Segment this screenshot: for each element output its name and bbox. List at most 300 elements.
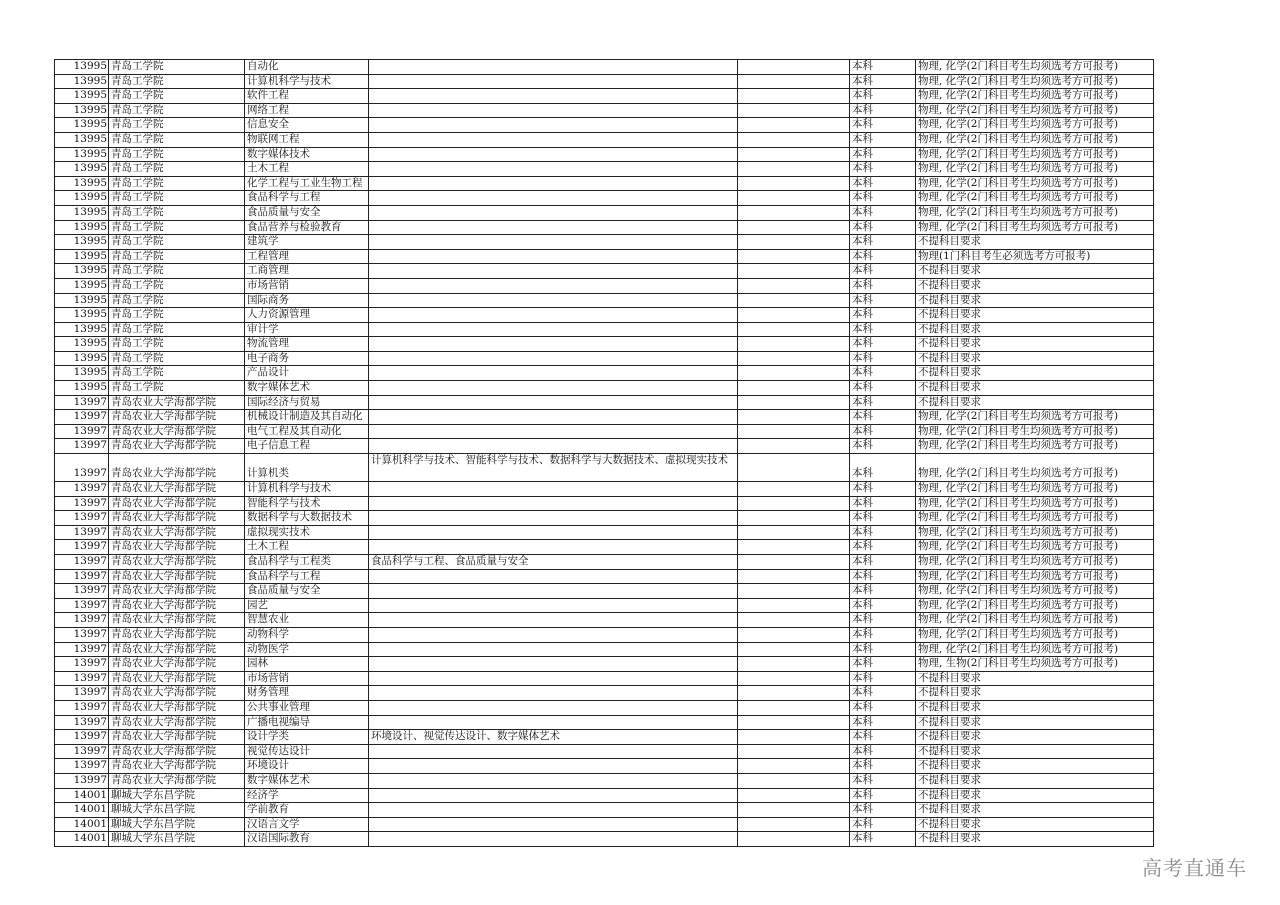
school-code-cell: 13995 <box>55 322 109 337</box>
school-code-cell: 13997 <box>55 759 109 774</box>
subject-requirement-cell: 物理, 化学(2门科目考生均须选考方可报考) <box>916 584 1154 599</box>
table-row <box>55 657 1154 672</box>
major-group-cell <box>369 584 738 599</box>
subject-requirement-cell: 不提科目要求 <box>916 686 1154 701</box>
subject-requirement-cell: 不提科目要求 <box>916 832 1154 847</box>
major-name-cell: 环境设计 <box>245 759 369 774</box>
degree-level-cell: 本科 <box>850 118 916 133</box>
school-name-cell: 青岛农业大学海都学院 <box>109 613 245 628</box>
school-code-cell: 13995 <box>55 381 109 396</box>
major-name-cell: 人力资源管理 <box>245 308 369 323</box>
subject-requirement-cell: 不提科目要求 <box>916 337 1154 352</box>
table-row <box>55 351 1154 366</box>
subject-requirement-cell: 物理, 化学(2门科目考生均须选考方可报考) <box>916 103 1154 118</box>
major-name-cell: 汉语言文学 <box>245 817 369 832</box>
subject-requirement-cell: 物理, 化学(2门科目考生均须选考方可报考) <box>916 511 1154 526</box>
degree-level-cell: 本科 <box>850 454 916 482</box>
table-row <box>55 773 1154 788</box>
school-code-cell: 13997 <box>55 395 109 410</box>
major-group-cell <box>369 278 738 293</box>
watermark-text: 高考直通车 <box>1142 856 1247 880</box>
school-code-cell: 13997 <box>55 598 109 613</box>
major-group-cell <box>369 410 738 425</box>
degree-level-cell: 本科 <box>850 744 916 759</box>
major-group-cell <box>369 337 738 352</box>
school-name-cell: 青岛农业大学海都学院 <box>109 395 245 410</box>
major-group-cell <box>369 540 738 555</box>
table-row <box>55 642 1154 657</box>
major-name-cell: 数字媒体艺术 <box>245 773 369 788</box>
major-group-cell <box>369 132 738 147</box>
major-name-cell: 建筑学 <box>245 235 369 250</box>
degree-level-cell: 本科 <box>850 671 916 686</box>
table-row <box>55 525 1154 540</box>
major-group-cell <box>369 439 738 454</box>
subject-requirement-cell: 物理, 化学(2门科目考生均须选考方可报考) <box>916 220 1154 235</box>
degree-level-cell: 本科 <box>850 293 916 308</box>
table-row <box>55 788 1154 803</box>
school-name-cell: 青岛工学院 <box>109 351 245 366</box>
school-code-cell: 13995 <box>55 132 109 147</box>
table-row <box>55 598 1154 613</box>
degree-level-cell: 本科 <box>850 264 916 279</box>
major-name-cell: 学前教育 <box>245 803 369 818</box>
school-name-cell: 青岛农业大学海都学院 <box>109 598 245 613</box>
subject-requirement-cell: 物理, 化学(2门科目考生均须选考方可报考) <box>916 627 1154 642</box>
table-row <box>55 730 1154 745</box>
table-row <box>55 803 1154 818</box>
school-code-cell: 14001 <box>55 803 109 818</box>
major-group-cell <box>369 803 738 818</box>
major-name-cell: 园林 <box>245 657 369 672</box>
degree-level-cell: 本科 <box>850 569 916 584</box>
major-group-cell <box>369 103 738 118</box>
table-row <box>55 671 1154 686</box>
subject-requirement-cell: 物理, 化学(2门科目考生均须选考方可报考) <box>916 132 1154 147</box>
blank-cell <box>738 410 850 425</box>
school-name-cell: 青岛工学院 <box>109 176 245 191</box>
degree-level-cell: 本科 <box>850 832 916 847</box>
table-row <box>55 176 1154 191</box>
blank-cell <box>738 395 850 410</box>
degree-level-cell: 本科 <box>850 395 916 410</box>
degree-level-cell: 本科 <box>850 89 916 104</box>
blank-cell <box>738 60 850 75</box>
school-name-cell: 青岛农业大学海都学院 <box>109 730 245 745</box>
blank-cell <box>738 118 850 133</box>
table-row <box>55 118 1154 133</box>
major-name-cell: 智慧农业 <box>245 613 369 628</box>
school-name-cell: 青岛农业大学海都学院 <box>109 482 245 497</box>
table-row <box>55 482 1154 497</box>
blank-cell <box>738 147 850 162</box>
major-group-cell <box>369 525 738 540</box>
major-group-cell <box>369 773 738 788</box>
degree-level-cell: 本科 <box>850 220 916 235</box>
school-code-cell: 13997 <box>55 744 109 759</box>
school-name-cell: 青岛农业大学海都学院 <box>109 496 245 511</box>
school-name-cell: 青岛农业大学海都学院 <box>109 715 245 730</box>
school-name-cell: 青岛工学院 <box>109 366 245 381</box>
degree-level-cell: 本科 <box>850 525 916 540</box>
blank-cell <box>738 351 850 366</box>
blank-cell <box>738 584 850 599</box>
school-code-cell: 13995 <box>55 293 109 308</box>
subject-requirement-cell: 物理, 化学(2门科目考生均须选考方可报考) <box>916 60 1154 75</box>
major-group-cell <box>369 657 738 672</box>
school-name-cell: 青岛农业大学海都学院 <box>109 525 245 540</box>
degree-level-cell: 本科 <box>850 817 916 832</box>
major-group-cell <box>369 642 738 657</box>
subject-requirement-cell: 不提科目要求 <box>916 278 1154 293</box>
subject-requirement-cell: 物理, 化学(2门科目考生均须选考方可报考) <box>916 482 1154 497</box>
major-group-cell <box>369 759 738 774</box>
subject-requirement-cell: 不提科目要求 <box>916 671 1154 686</box>
table-row <box>55 147 1154 162</box>
subject-requirement-cell: 物理, 化学(2门科目考生均须选考方可报考) <box>916 496 1154 511</box>
major-group-cell <box>369 264 738 279</box>
degree-level-cell: 本科 <box>850 439 916 454</box>
major-group-cell <box>369 220 738 235</box>
subject-requirement-cell: 物理(1门科目考生必须选考方可报考) <box>916 249 1154 264</box>
school-code-cell: 13997 <box>55 525 109 540</box>
major-group-cell <box>369 191 738 206</box>
blank-cell <box>738 540 850 555</box>
school-code-cell: 14001 <box>55 832 109 847</box>
blank-cell <box>738 162 850 177</box>
school-code-cell: 13995 <box>55 249 109 264</box>
blank-cell <box>738 482 850 497</box>
major-group-cell <box>369 832 738 847</box>
degree-level-cell: 本科 <box>850 249 916 264</box>
table-row <box>55 191 1154 206</box>
blank-cell <box>738 191 850 206</box>
major-group-cell <box>369 424 738 439</box>
blank-cell <box>738 293 850 308</box>
school-name-cell: 青岛工学院 <box>109 337 245 352</box>
degree-level-cell: 本科 <box>850 351 916 366</box>
school-code-cell: 13995 <box>55 308 109 323</box>
school-name-cell: 青岛工学院 <box>109 308 245 323</box>
school-name-cell: 青岛工学院 <box>109 205 245 220</box>
blank-cell <box>738 205 850 220</box>
major-name-cell: 电气工程及其自动化 <box>245 424 369 439</box>
major-group-cell: 计算机科学与技术、智能科学与技术、数据科学与大数据技术、虚拟现实技术 <box>369 454 738 482</box>
table-row <box>55 627 1154 642</box>
table-row <box>55 381 1154 396</box>
major-name-cell: 设计学类 <box>245 730 369 745</box>
major-group-cell <box>369 627 738 642</box>
major-name-cell: 网络工程 <box>245 103 369 118</box>
blank-cell <box>738 613 850 628</box>
school-code-cell: 13995 <box>55 337 109 352</box>
major-name-cell: 视觉传达设计 <box>245 744 369 759</box>
major-group-cell <box>369 351 738 366</box>
school-code-cell: 13997 <box>55 410 109 425</box>
blank-cell <box>738 220 850 235</box>
blank-cell <box>738 803 850 818</box>
school-name-cell: 青岛农业大学海都学院 <box>109 759 245 774</box>
subject-requirement-cell: 物理, 化学(2门科目考生均须选考方可报考) <box>916 118 1154 133</box>
table-row <box>55 74 1154 89</box>
subject-requirement-cell: 不提科目要求 <box>916 235 1154 250</box>
major-group-cell <box>369 147 738 162</box>
major-name-cell: 自动化 <box>245 60 369 75</box>
subject-requirement-cell: 物理, 化学(2门科目考生均须选考方可报考) <box>916 454 1154 482</box>
table-row <box>55 584 1154 599</box>
school-name-cell: 聊城大学东昌学院 <box>109 832 245 847</box>
school-code-cell: 13997 <box>55 773 109 788</box>
major-group-cell <box>369 817 738 832</box>
subject-requirement-cell: 物理, 化学(2门科目考生均须选考方可报考) <box>916 162 1154 177</box>
degree-level-cell: 本科 <box>850 773 916 788</box>
major-name-cell: 计算机科学与技术 <box>245 74 369 89</box>
school-name-cell: 青岛农业大学海都学院 <box>109 584 245 599</box>
blank-cell <box>738 671 850 686</box>
school-name-cell: 聊城大学东昌学院 <box>109 817 245 832</box>
subject-requirement-cell: 物理, 生物(2门科目考生均须选考方可报考) <box>916 657 1154 672</box>
school-name-cell: 青岛农业大学海都学院 <box>109 454 245 482</box>
major-name-cell: 物联网工程 <box>245 132 369 147</box>
degree-level-cell: 本科 <box>850 496 916 511</box>
school-name-cell: 青岛农业大学海都学院 <box>109 439 245 454</box>
table-row <box>55 424 1154 439</box>
major-name-cell: 汉语国际教育 <box>245 832 369 847</box>
school-name-cell: 青岛农业大学海都学院 <box>109 773 245 788</box>
blank-cell <box>738 74 850 89</box>
school-code-cell: 13997 <box>55 555 109 570</box>
table-row <box>55 686 1154 701</box>
table-row <box>55 496 1154 511</box>
table-row <box>55 205 1154 220</box>
school-name-cell: 青岛工学院 <box>109 132 245 147</box>
blank-cell <box>738 322 850 337</box>
degree-level-cell: 本科 <box>850 540 916 555</box>
major-name-cell: 计算机科学与技术 <box>245 482 369 497</box>
subject-requirement-cell: 不提科目要求 <box>916 381 1154 396</box>
major-name-cell: 经济学 <box>245 788 369 803</box>
major-name-cell: 电子商务 <box>245 351 369 366</box>
table-row <box>55 308 1154 323</box>
school-name-cell: 青岛农业大学海都学院 <box>109 511 245 526</box>
admission-requirements-table <box>54 59 1154 847</box>
subject-requirement-cell: 物理, 化学(2门科目考生均须选考方可报考) <box>916 89 1154 104</box>
school-code-cell: 13997 <box>55 686 109 701</box>
school-code-cell: 13997 <box>55 700 109 715</box>
major-name-cell: 财务管理 <box>245 686 369 701</box>
school-code-cell: 13995 <box>55 191 109 206</box>
blank-cell <box>738 744 850 759</box>
major-group-cell <box>369 249 738 264</box>
subject-requirement-cell: 物理, 化学(2门科目考生均须选考方可报考) <box>916 191 1154 206</box>
blank-cell <box>738 832 850 847</box>
major-group-cell <box>369 293 738 308</box>
subject-requirement-cell: 物理, 化学(2门科目考生均须选考方可报考) <box>916 205 1154 220</box>
subject-requirement-cell: 物理, 化学(2门科目考生均须选考方可报考) <box>916 598 1154 613</box>
major-group-cell: 食品科学与工程、食品质量与安全 <box>369 555 738 570</box>
blank-cell <box>738 569 850 584</box>
subject-requirement-cell: 不提科目要求 <box>916 322 1154 337</box>
subject-requirement-cell: 不提科目要求 <box>916 395 1154 410</box>
school-name-cell: 青岛工学院 <box>109 191 245 206</box>
school-code-cell: 14001 <box>55 788 109 803</box>
school-name-cell: 青岛工学院 <box>109 147 245 162</box>
major-group-cell <box>369 74 738 89</box>
school-code-cell: 13997 <box>55 569 109 584</box>
degree-level-cell: 本科 <box>850 627 916 642</box>
school-name-cell: 聊城大学东昌学院 <box>109 788 245 803</box>
major-name-cell: 土木工程 <box>245 540 369 555</box>
blank-cell <box>738 278 850 293</box>
table-row <box>55 322 1154 337</box>
degree-level-cell: 本科 <box>850 205 916 220</box>
major-group-cell <box>369 671 738 686</box>
subject-requirement-cell: 物理, 化学(2门科目考生均须选考方可报考) <box>916 74 1154 89</box>
blank-cell <box>738 235 850 250</box>
school-code-cell: 13995 <box>55 235 109 250</box>
table-row <box>55 264 1154 279</box>
degree-level-cell: 本科 <box>850 598 916 613</box>
school-code-cell: 13995 <box>55 264 109 279</box>
degree-level-cell: 本科 <box>850 730 916 745</box>
degree-level-cell: 本科 <box>850 162 916 177</box>
degree-level-cell: 本科 <box>850 613 916 628</box>
school-code-cell: 13997 <box>55 657 109 672</box>
school-code-cell: 13997 <box>55 496 109 511</box>
school-code-cell: 13995 <box>55 220 109 235</box>
school-name-cell: 青岛工学院 <box>109 278 245 293</box>
table-row <box>55 395 1154 410</box>
school-name-cell: 青岛农业大学海都学院 <box>109 657 245 672</box>
blank-cell <box>738 132 850 147</box>
major-group-cell <box>369 162 738 177</box>
degree-level-cell: 本科 <box>850 147 916 162</box>
table-row <box>55 832 1154 847</box>
degree-level-cell: 本科 <box>850 482 916 497</box>
subject-requirement-cell: 不提科目要求 <box>916 715 1154 730</box>
school-code-cell: 13997 <box>55 613 109 628</box>
subject-requirement-cell: 不提科目要求 <box>916 730 1154 745</box>
major-name-cell: 工商管理 <box>245 264 369 279</box>
school-code-cell: 13997 <box>55 715 109 730</box>
degree-level-cell: 本科 <box>850 686 916 701</box>
school-code-cell: 13997 <box>55 627 109 642</box>
major-group-cell <box>369 598 738 613</box>
major-name-cell: 产品设计 <box>245 366 369 381</box>
subject-requirement-cell: 物理, 化学(2门科目考生均须选考方可报考) <box>916 613 1154 628</box>
degree-level-cell: 本科 <box>850 803 916 818</box>
school-name-cell: 青岛工学院 <box>109 89 245 104</box>
subject-requirement-cell: 物理, 化学(2门科目考生均须选考方可报考) <box>916 642 1154 657</box>
major-name-cell: 国际经济与贸易 <box>245 395 369 410</box>
subject-requirement-cell: 物理, 化学(2门科目考生均须选考方可报考) <box>916 525 1154 540</box>
subject-requirement-cell: 物理, 化学(2门科目考生均须选考方可报考) <box>916 540 1154 555</box>
school-name-cell: 聊城大学东昌学院 <box>109 803 245 818</box>
degree-level-cell: 本科 <box>850 103 916 118</box>
blank-cell <box>738 686 850 701</box>
table-row <box>55 293 1154 308</box>
major-name-cell: 园艺 <box>245 598 369 613</box>
school-code-cell: 14001 <box>55 817 109 832</box>
major-name-cell: 机械设计制造及其自动化 <box>245 410 369 425</box>
blank-cell <box>738 366 850 381</box>
blank-cell <box>738 627 850 642</box>
subject-requirement-cell: 物理, 化学(2门科目考生均须选考方可报考) <box>916 147 1154 162</box>
subject-requirement-cell: 不提科目要求 <box>916 264 1154 279</box>
school-code-cell: 13997 <box>55 439 109 454</box>
subject-requirement-cell: 物理, 化学(2门科目考生均须选考方可报考) <box>916 176 1154 191</box>
degree-level-cell: 本科 <box>850 308 916 323</box>
major-name-cell: 审计学 <box>245 322 369 337</box>
major-name-cell: 计算机类 <box>245 454 369 482</box>
degree-level-cell: 本科 <box>850 176 916 191</box>
blank-cell <box>738 424 850 439</box>
degree-level-cell: 本科 <box>850 642 916 657</box>
major-name-cell: 化学工程与工业生物工程 <box>245 176 369 191</box>
blank-cell <box>738 439 850 454</box>
table-row <box>55 366 1154 381</box>
blank-cell <box>738 89 850 104</box>
major-group-cell <box>369 788 738 803</box>
school-name-cell: 青岛工学院 <box>109 60 245 75</box>
major-group-cell <box>369 744 738 759</box>
major-group-cell <box>369 381 738 396</box>
school-code-cell: 13997 <box>55 454 109 482</box>
blank-cell <box>738 730 850 745</box>
degree-level-cell: 本科 <box>850 322 916 337</box>
school-name-cell: 青岛工学院 <box>109 235 245 250</box>
school-name-cell: 青岛工学院 <box>109 220 245 235</box>
major-group-cell <box>369 482 738 497</box>
subject-requirement-cell: 物理, 化学(2门科目考生均须选考方可报考) <box>916 410 1154 425</box>
table-row <box>55 337 1154 352</box>
major-name-cell: 物流管理 <box>245 337 369 352</box>
school-name-cell: 青岛工学院 <box>109 74 245 89</box>
school-name-cell: 青岛农业大学海都学院 <box>109 424 245 439</box>
major-name-cell: 土木工程 <box>245 162 369 177</box>
school-name-cell: 青岛农业大学海都学院 <box>109 744 245 759</box>
school-code-cell: 13995 <box>55 103 109 118</box>
major-group-cell <box>369 395 738 410</box>
table-row <box>55 540 1154 555</box>
blank-cell <box>738 308 850 323</box>
major-name-cell: 食品科学与工程 <box>245 191 369 206</box>
subject-requirement-cell: 不提科目要求 <box>916 744 1154 759</box>
major-name-cell: 数字媒体技术 <box>245 147 369 162</box>
school-code-cell: 13997 <box>55 642 109 657</box>
major-group-cell <box>369 613 738 628</box>
major-name-cell: 信息安全 <box>245 118 369 133</box>
degree-level-cell: 本科 <box>850 511 916 526</box>
subject-requirement-cell: 不提科目要求 <box>916 788 1154 803</box>
blank-cell <box>738 103 850 118</box>
degree-level-cell: 本科 <box>850 337 916 352</box>
degree-level-cell: 本科 <box>850 759 916 774</box>
degree-level-cell: 本科 <box>850 366 916 381</box>
table-row <box>55 60 1154 75</box>
blank-cell <box>738 657 850 672</box>
major-name-cell: 动物医学 <box>245 642 369 657</box>
blank-cell <box>738 598 850 613</box>
school-code-cell: 13995 <box>55 118 109 133</box>
table-row <box>55 555 1154 570</box>
subject-requirement-cell: 不提科目要求 <box>916 308 1154 323</box>
table-row <box>55 569 1154 584</box>
blank-cell <box>738 555 850 570</box>
table-row <box>55 744 1154 759</box>
major-group-cell <box>369 700 738 715</box>
major-name-cell: 数字媒体艺术 <box>245 381 369 396</box>
